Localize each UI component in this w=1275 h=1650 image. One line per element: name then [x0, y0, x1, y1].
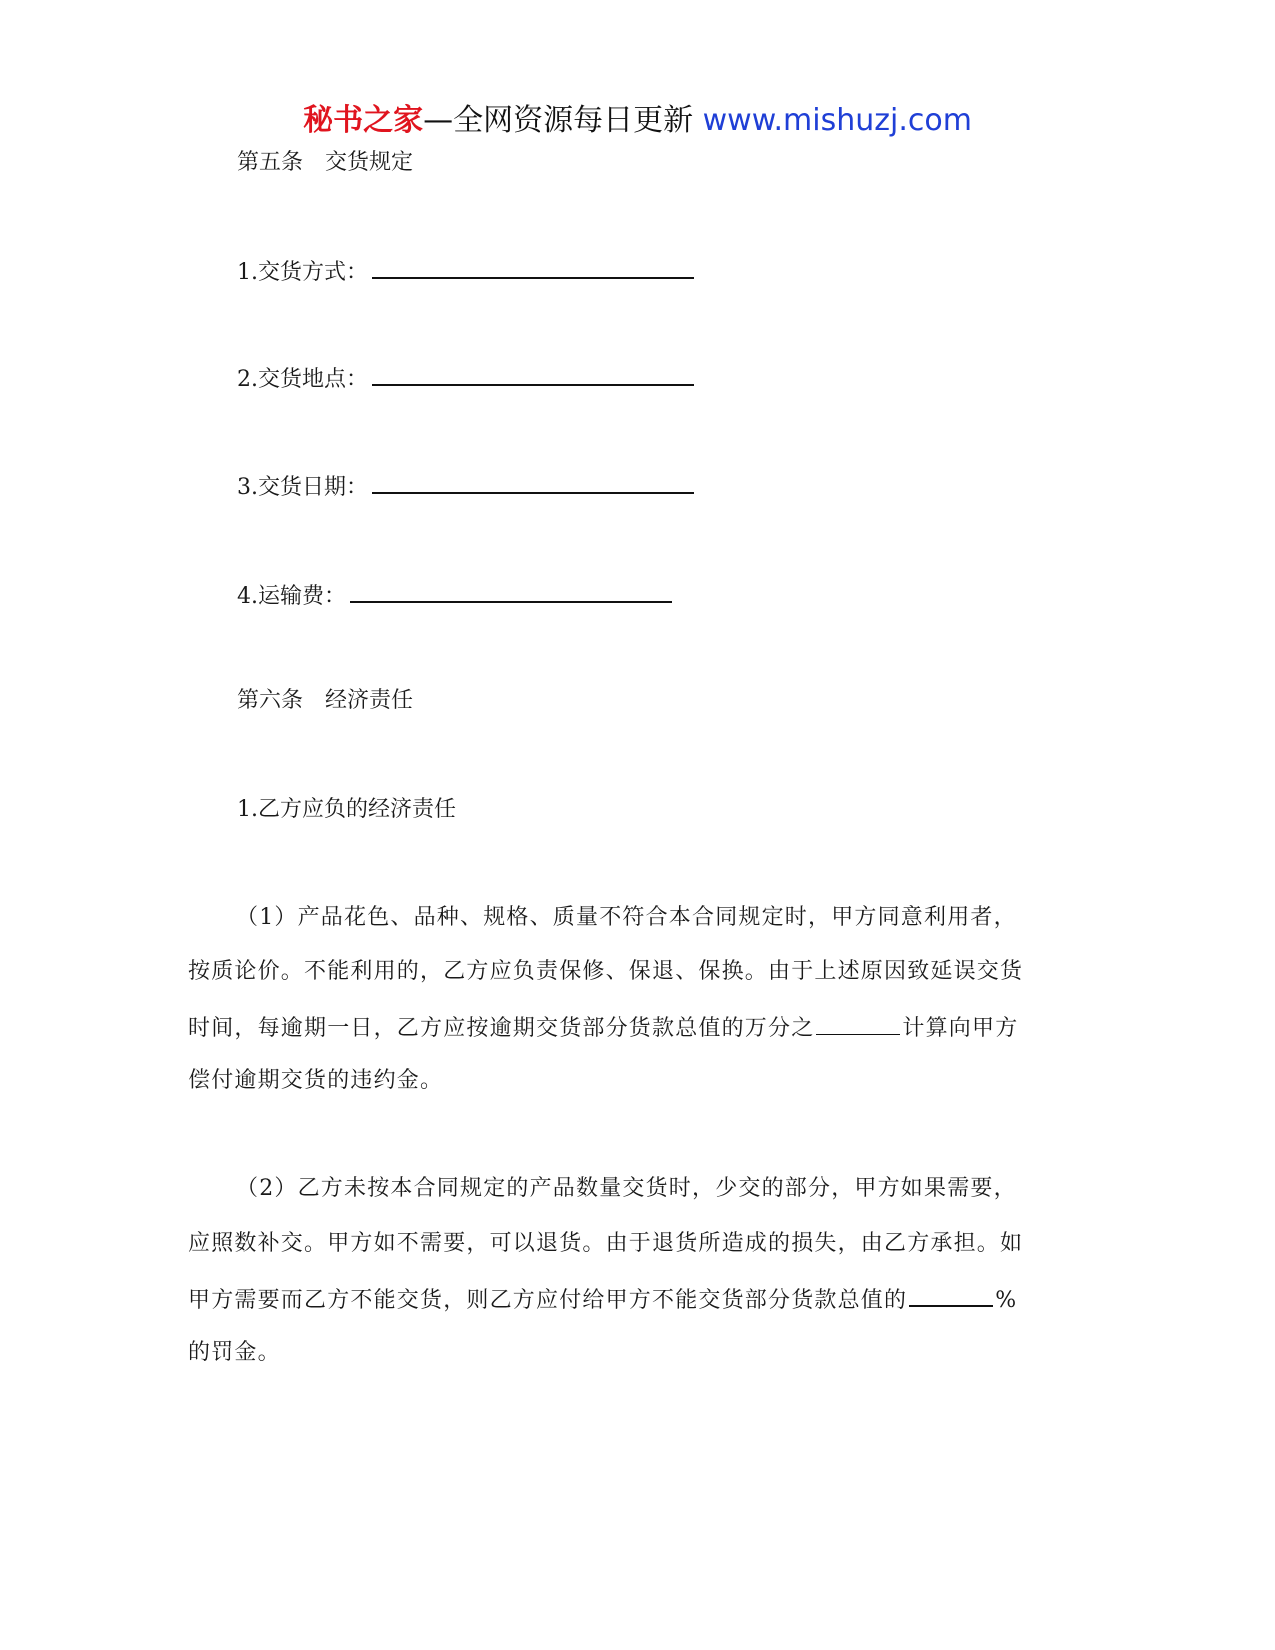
delivery-place-row: [237, 362, 694, 395]
delivery-place-label: 2.交货地点：: [237, 367, 368, 392]
delivery-method-blank: [372, 255, 694, 279]
delivery-date-blank: [372, 470, 694, 494]
para2-line-2: 应照数补交。甲方如不需要，可以退货。由于退货所造成的损失，由乙方承担。如: [188, 1231, 1024, 1256]
article-6-title: 第六条 经济责任: [237, 688, 414, 713]
delivery-date-row: [237, 470, 694, 503]
delivery-date-label: 3.交货日期：: [237, 475, 368, 500]
site-url-link[interactable]: www.mishuzj.com: [702, 103, 972, 138]
para1-line-2: 按质论价。不能利用的，乙方应负责保修、保退、保换。由于上述原因致延误交货: [188, 959, 1024, 984]
article-5-title: 第五条 交货规定: [237, 150, 414, 175]
para2-line-3: 甲方需要而乙方不能交货，则乙方应付给甲方不能交货部分货款总值的 %: [188, 1283, 1017, 1316]
para1-line-3: 时间，每逾期一日，乙方应按逾期交货部分货款总值的万分之 计算向甲方: [188, 1012, 1018, 1044]
freight-label: 4.运输费：: [237, 584, 346, 609]
article-6-sub1-title: 1.乙方应负的经济责任: [237, 797, 456, 822]
delivery-place-blank: [372, 362, 694, 386]
freight-row: [237, 579, 672, 612]
brand-name: 秘书之家: [303, 103, 424, 138]
delivery-method-row: [237, 255, 694, 288]
header-slogan: —全网资源每日更新: [423, 103, 694, 138]
para2-blank: [909, 1283, 993, 1307]
freight-blank: [350, 579, 672, 603]
para1-line-4: 偿付逾期交货的违约金。: [188, 1068, 444, 1093]
para2-line-4: 的罚金。: [188, 1340, 281, 1365]
para1-line-1: （1）产品花色、品种、规格、质量不符合本合同规定时，甲方同意利用者，: [236, 905, 1017, 930]
para1-blank: [816, 1012, 900, 1035]
delivery-method-label: 1.交货方式：: [237, 260, 368, 285]
para2-line-1: （2）乙方未按本合同规定的产品数量交货时，少交的部分，甲方如果需要，: [236, 1176, 1017, 1201]
site-header: [0, 101, 1275, 141]
